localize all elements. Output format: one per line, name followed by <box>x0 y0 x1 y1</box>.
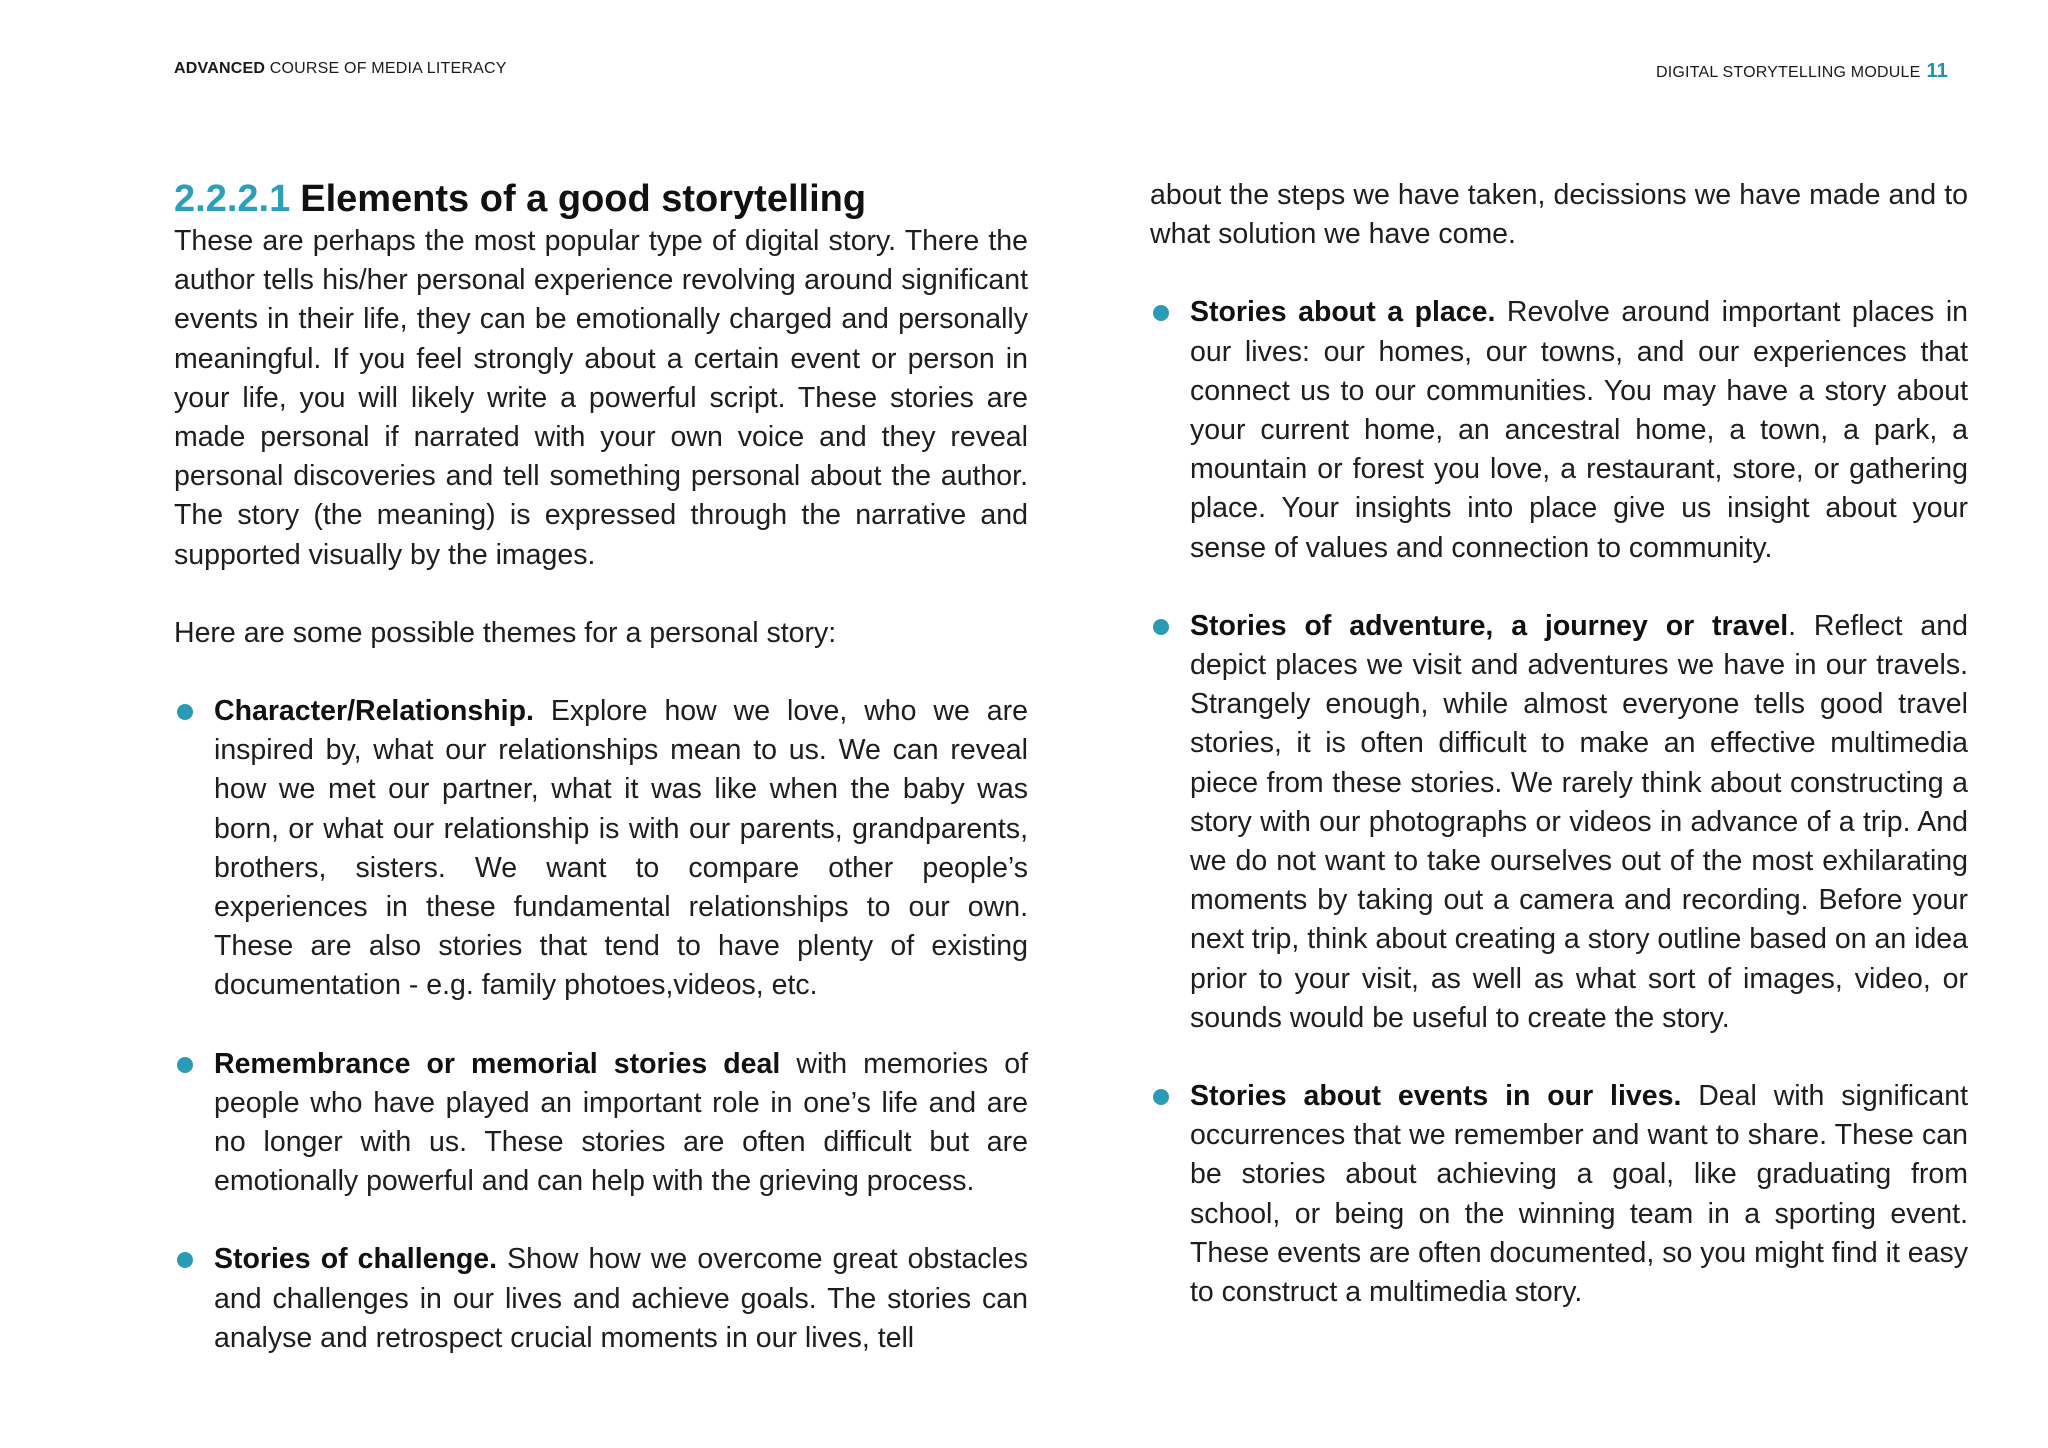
header-course-level: ADVANCED <box>174 60 266 77</box>
intro-paragraph: These are perhaps the most popular type of digital story. There the author tells his/her personal experience revolving around significant events in their life, they can be emotionally charged and personally meaningful. If you feel strongly about a certain event or person in your life, you will likely write a powerful script. These stories are made personal if narrated with your own voice and they reveal personal discoveries and tell something personal about the author. The story (the meaning) is expressed through the narrative and supported visually by the images. <box>174 225 1028 571</box>
list-item-text: Explore how we love, who we are inspired by, what our relationships mean to us. We can reveal how we met our partner, what it was like when the baby was born, or what our relationship is with our parents, grandparents, brothers, sisters. We want to compare other people’s experiences in these fundamental relationships to our own. These are also stories that tend to have plenty of existing documentation - e.g. family photoes,videos, etc. <box>214 695 1028 1002</box>
list-item-title: Stories of challenge. <box>214 1243 498 1276</box>
running-header-left <box>174 60 507 78</box>
page-number: 11 <box>1926 60 1948 82</box>
header-course-title: COURSE OF MEDIA LITERACY <box>269 60 507 77</box>
list-item-place <box>1150 293 1968 567</box>
running-header-right <box>1656 60 1948 83</box>
list-item-text: with memories of people who have played an important role in one’s life and are no longer with us. These stories are often difficult but are emotionally powerful and can help with the grieving process. <box>214 1047 1028 1198</box>
list-item-text: . Reflect and depict places we visit and adventures we have in our travels. Strangely enough, while almost everyone tells good travel stories, it is often difficult to make an effective multimedia piece from these stories. We rarely think about constructing a story with our photographs or videos in advance of a trip. And we do not want to take ourselves out of the most exhilarating moments by taking out a camera and recording. Before your next trip, think about creating a story outline based on an idea prior to your visit, as well as what sort of images, video, or sounds would be useful to create the story. <box>1190 609 1968 1034</box>
list-item-text: Revolve around important places in our lives: our homes, our towns, and our experiences that connect us to our communities. You may have a story about your current home, an ancestral home, a town, a park, a mountain or forest you love, a restaurant, store, or gathering place. Your insights into place give us insight about your sense of values and connection to community. <box>1190 296 1968 564</box>
list-item-remembrance <box>174 1045 1028 1202</box>
list-item-title: Remembrance or memorial stories deal <box>214 1047 781 1080</box>
list-item-title: Stories about a place. <box>1190 296 1496 329</box>
right-column <box>1150 176 1968 1312</box>
challenge-continuation: about the steps we have taken, decissions we have made and to what solution we have come. <box>1150 179 1968 251</box>
list-item-events <box>1150 1077 1968 1312</box>
section-number: 2.2.2.1 <box>174 178 291 220</box>
section-title: Elements of a good storytelling <box>300 178 867 220</box>
header-module-title: DIGITAL STORYTELLING MODULE <box>1656 64 1921 81</box>
list-item-character-relationship <box>174 692 1028 1006</box>
list-item-text: Deal with significant occurrences that we remember and want to share. These can be stories about achieving a goal, like graduating from school, or being on the winning team in a sporting event. These events are often documented, so you might find it easy to construct a multimedia story. <box>1190 1080 1968 1309</box>
list-item-challenge <box>174 1240 1028 1358</box>
list-item-title: Stories of adventure, a journey or travel <box>1190 609 1789 642</box>
list-item-adventure <box>1150 607 1968 1038</box>
list-item-title: Character/Relationship. <box>214 695 534 728</box>
section-heading <box>174 176 1028 222</box>
list-item-title: Stories about events in our lives. <box>1190 1080 1682 1113</box>
themes-intro: Here are some possible themes for a personal story: <box>174 616 837 649</box>
list-item-text: Show how we overcome great obstacles and challenges in our lives and achieve goals. The stories can analyse and retrospect crucial moments in our lives, tell <box>214 1243 1028 1354</box>
left-column <box>174 176 1028 1358</box>
